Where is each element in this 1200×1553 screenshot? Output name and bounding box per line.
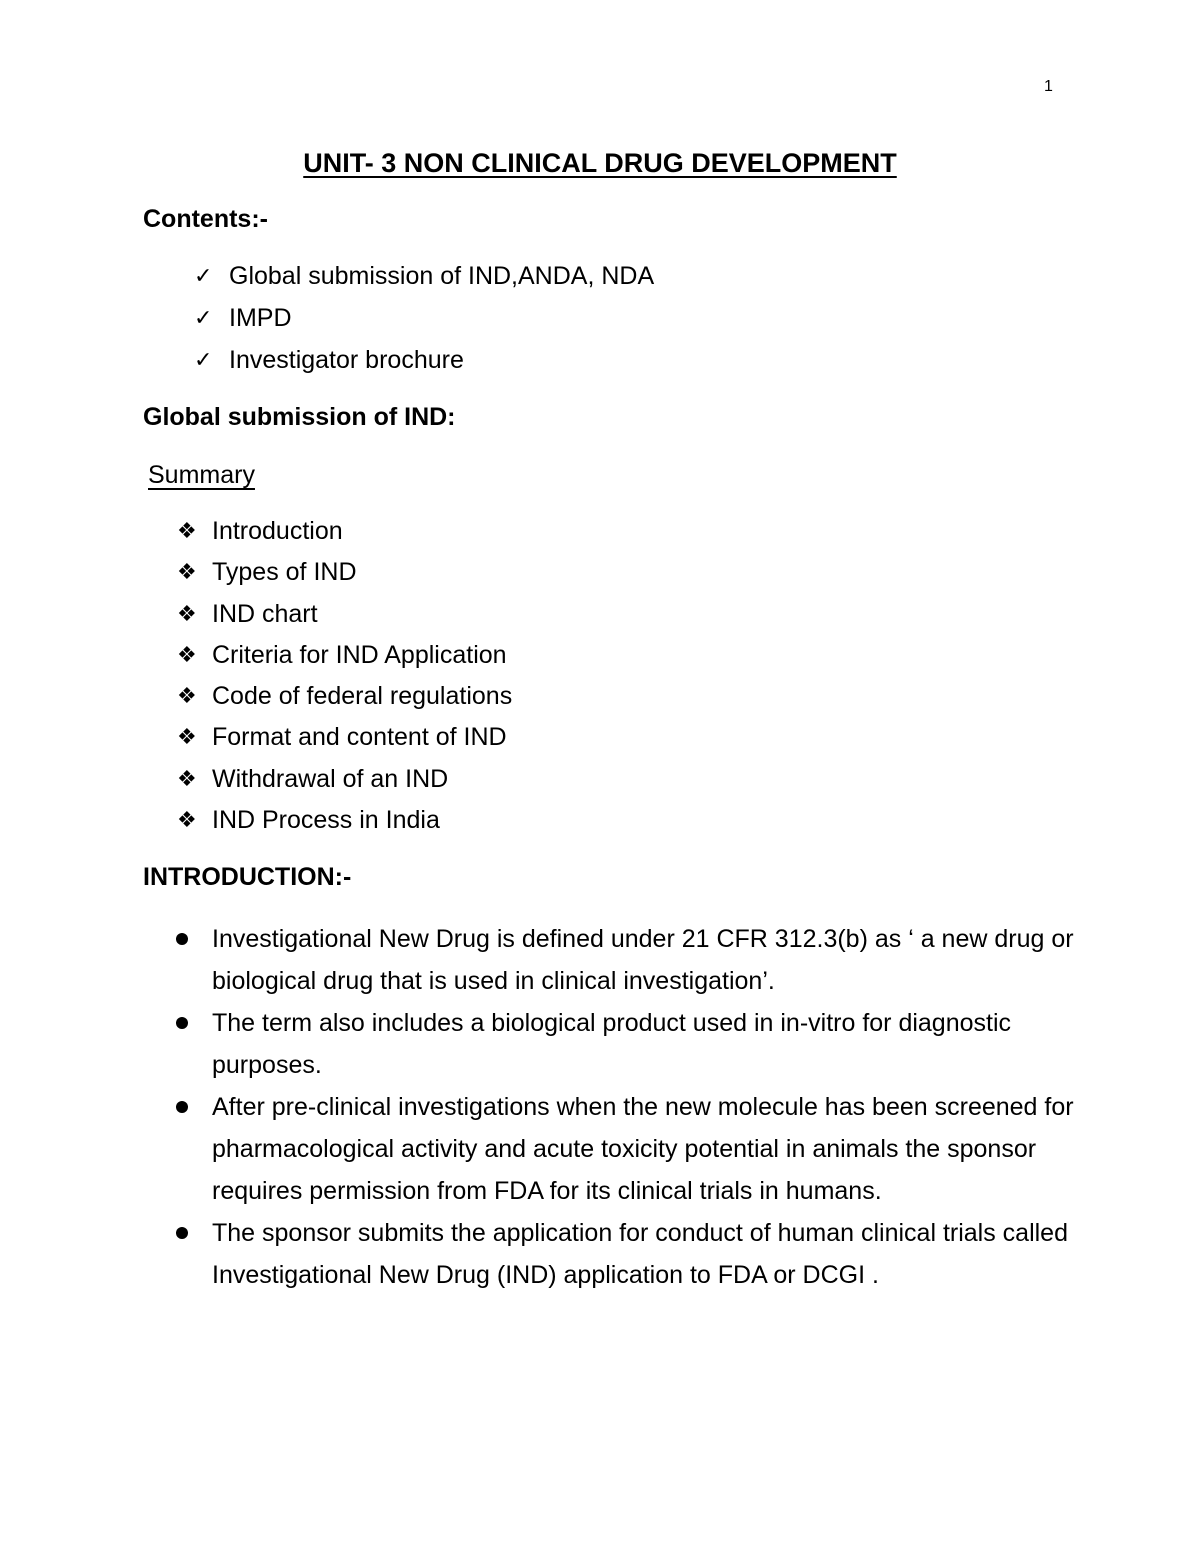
- diamond-icon: ❖: [177, 765, 197, 791]
- list-item: [177, 555, 512, 596]
- list-item-text: The term also includes a biological product used in in-vitro for diagnostic purposes.: [212, 1009, 1012, 1079]
- list-item: [176, 918, 1076, 1002]
- diamond-icon: ❖: [177, 518, 197, 543]
- contents-heading: Contents:-: [143, 205, 268, 233]
- list-item: [176, 1086, 1076, 1212]
- check-icon: ✓: [194, 263, 213, 288]
- list-item: [194, 301, 654, 343]
- list-item-text: IMPD: [229, 304, 292, 332]
- list-item: [177, 679, 512, 720]
- contents-list: [194, 259, 654, 385]
- diamond-icon: ❖: [177, 559, 197, 585]
- diamond-icon: ❖: [177, 600, 197, 626]
- list-item-text: Global submission of IND,ANDA, NDA: [229, 262, 655, 290]
- page-number: 1: [1044, 78, 1053, 95]
- list-item: [176, 1002, 1076, 1086]
- diamond-icon: ❖: [177, 724, 197, 750]
- list-item-text: Investigational New Drug is defined under 21 CFR 312.3(b) as ‘ a new drug or biological drug that is used in clinical investigation’.: [212, 925, 1074, 995]
- page-title: UNIT- 3 NON CLINICAL DRUG DEVELOPMENT: [303, 148, 897, 178]
- list-item: [177, 597, 512, 638]
- bullet-icon: [176, 933, 188, 945]
- list-item-text: IND Process in India: [212, 806, 440, 835]
- list-item-text: Introduction: [212, 517, 343, 545]
- list-item-text: Format and content of IND: [212, 723, 507, 752]
- global-submission-heading: Global submission of IND:: [143, 403, 456, 431]
- list-item-text: Investigator brochure: [229, 346, 464, 374]
- summary-label: Summary: [148, 461, 255, 489]
- list-item-text: Code of federal regulations: [212, 682, 513, 711]
- list-item-text: IND chart: [212, 599, 318, 628]
- check-icon: ✓: [194, 347, 213, 372]
- bullet-icon: [176, 1227, 188, 1239]
- introduction-list: [176, 918, 1076, 1296]
- list-item: [177, 762, 512, 803]
- list-item-text: Types of IND: [212, 558, 357, 587]
- diamond-icon: ❖: [177, 683, 197, 709]
- check-icon: ✓: [194, 305, 213, 330]
- list-item: [194, 259, 654, 301]
- bullet-icon: [176, 1017, 188, 1029]
- list-item: [194, 343, 654, 385]
- list-item-text: After pre-clinical investigations when the new molecule has been screened for pharmacological activity and acute toxicity potential in animals the sponsor requires permission from FDA for its clinical trials in humans.: [212, 1093, 1074, 1205]
- list-item: [176, 1212, 1076, 1296]
- list-item: [177, 514, 512, 555]
- list-item-text: Criteria for IND Application: [212, 640, 507, 669]
- diamond-icon: ❖: [177, 641, 197, 667]
- list-item: [177, 720, 512, 761]
- diamond-icon: ❖: [177, 807, 197, 833]
- summary-list: [177, 514, 512, 844]
- introduction-heading: INTRODUCTION:-: [143, 863, 352, 891]
- list-item-text: The sponsor submits the application for conduct of human clinical trials called Investigational New Drug (IND) application to FDA or DCGI .: [212, 1219, 1068, 1289]
- bullet-icon: [176, 1101, 188, 1113]
- list-item: [177, 803, 512, 844]
- list-item-text: Withdrawal of an IND: [212, 764, 449, 793]
- list-item: [177, 638, 512, 679]
